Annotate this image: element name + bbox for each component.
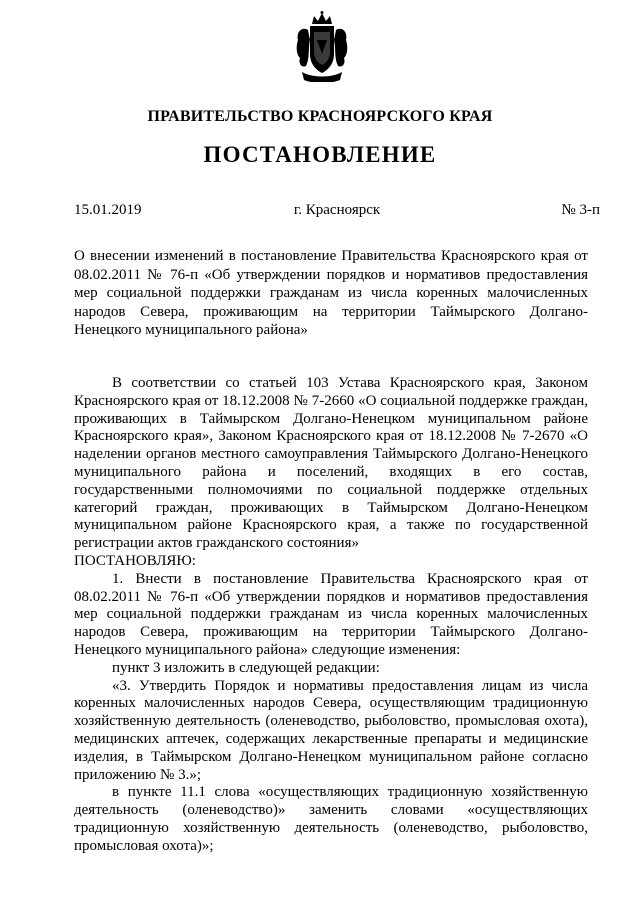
document-body bbox=[74, 375, 588, 856]
point-11-1-paragraph: в пункте 11.1 слова «осуществляющих традиционную хозяйственную деятельность (оленеводство)» заменить словами «осуществляющих традиционную хозяйственную деятельность (оленеводство, рыболовство, промысловая охота)»; bbox=[74, 784, 588, 854]
document-date: 15.01.2019 bbox=[74, 202, 142, 218]
document-number: № 3-п bbox=[561, 202, 600, 218]
authority-title: ПРАВИТЕЛЬСТВО КРАСНОЯРСКОГО КРАЯ bbox=[147, 108, 493, 125]
document-type-title: ПОСТАНОВЛЕНИЕ bbox=[203, 142, 437, 167]
item-1-paragraph: 1. Внести в постановление Правительства Красноярского края от 08.02.2011 № 76-п «Об утверждении порядков и нормативов предоставления мер социальной поддержки гражданам из числа коренных малочисленных народов Севера, проживающим на территории Таймырского Долгано-Ненецкого муниципального района» следующие изменения: bbox=[74, 570, 588, 658]
resolve-line: ПОСТАНОВЛЯЮ: bbox=[74, 552, 196, 569]
point-3-text: «3. Утвердить Порядок и нормативы предоставления лицам из числа коренных малочисленных народов Севера, осуществляющим традиционную хозяйственную деятельность (оленеводство, рыболовство, промысловая охота), медицинских аптечек, содержащих лекарственные препараты и медицинские изделия, в Таймырском Долгано-Ненецком муниципальном районе согласно приложению № 3.»; bbox=[74, 677, 588, 783]
coat-of-arms-icon bbox=[294, 10, 350, 82]
document-meta-row bbox=[74, 202, 600, 222]
point-3-intro: пункт 3 изложить в следующей редакции: bbox=[112, 659, 380, 676]
preamble-paragraph: В соответствии со статьей 103 Устава Красноярского края, Законом Красноярского края от 18.12.2008 № 7-2660 «О социальной поддержке граждан, проживающих в Таймырском Долгано-Ненецком муниципальном районе Красноярского края», Законом Красноярского края от 18.12.2008 № 7-2670 «О наделении органов местного самоуправления Таймырского Долгано-Ненецкого муниципального района и поселений, входящих в его состав, государственными полномочиями по социальной поддержке отдельных категорий граждан, проживающих в Таймырском Долгано-Ненецком муниципальном районе Красноярского края, а также по государственной регистрации актов гражданского состояния» bbox=[74, 375, 588, 552]
document-subject: О внесении изменений в постановление Правительства Красноярского края от 08.02.2011 № 76-п «Об утверждении порядков и нормативов предоставления мер социальной поддержки гражданам из числа коренных малочисленных народов Севера, проживающим на территории Таймырского Долгано-Ненецкого муниципального района» bbox=[74, 248, 588, 338]
document-city: г. Красноярск bbox=[293, 202, 381, 218]
